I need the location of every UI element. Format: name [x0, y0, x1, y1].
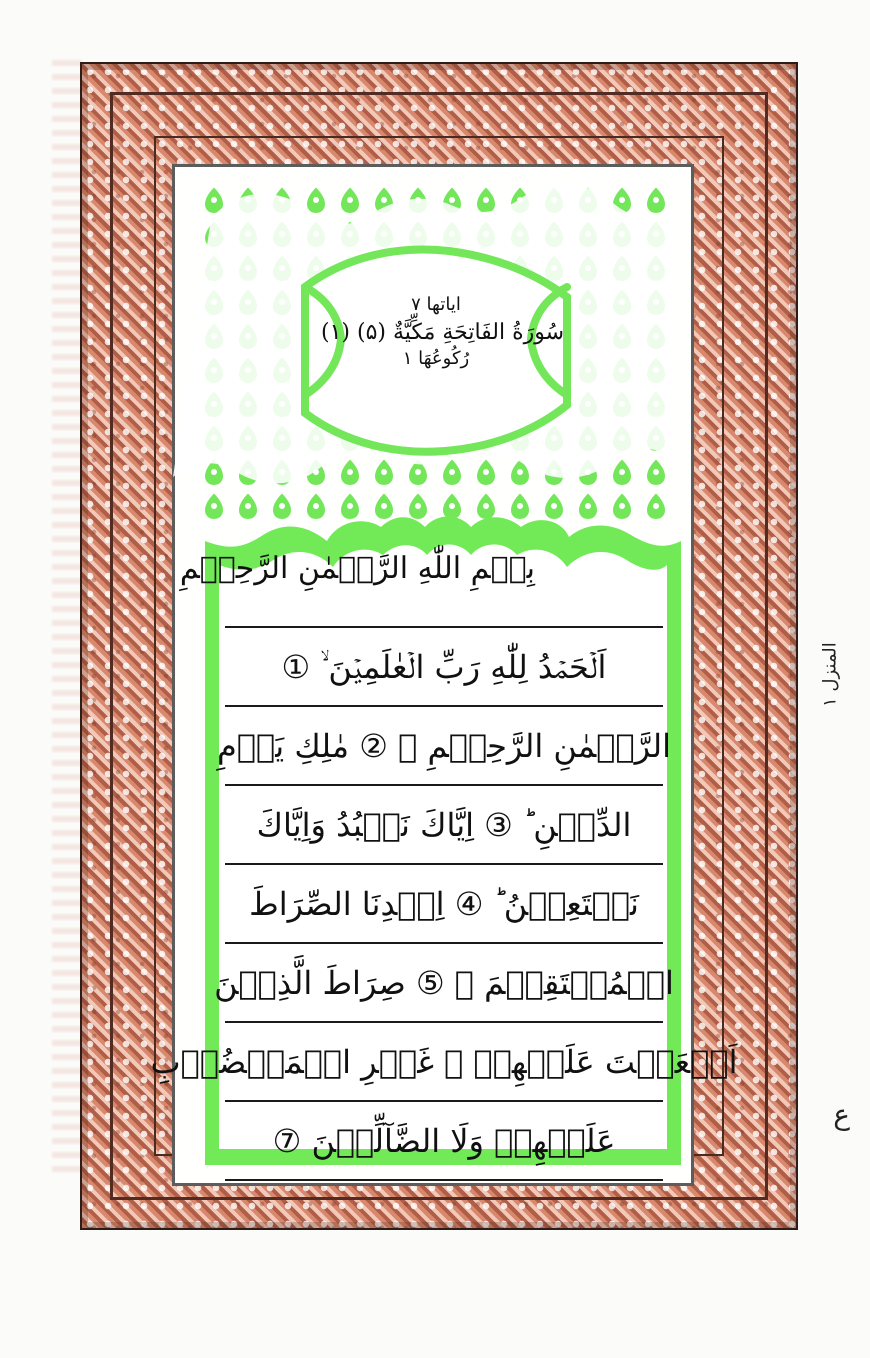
verse-frame: [150, 517, 738, 1165]
ruku-count: رُكُوعُهَا ۱: [402, 347, 470, 369]
verse-line-2: الرَّحۡمٰنِ الرَّحِيۡمِ ۙ‏ ② مٰلِكِ يَوۡمِ: [225, 705, 663, 784]
page-edge-smudge: [52, 60, 82, 1180]
verse-line-7: عَلَيۡهِمۡ وَلَا الضَّآلِّيۡنَ ⑦: [225, 1100, 663, 1181]
ruku-mark: ع: [833, 1098, 850, 1131]
surah-header-text: [321, 294, 565, 370]
verse-line-4: نَسۡتَعِيۡنُ ؕ‏ ④ اِهۡدِنَا الصِّرَاطَ: [225, 863, 663, 942]
verse-line-1: اَلۡحَمۡدُ لِلّٰهِ رَبِّ الۡعٰلَمِيۡنَ ۙ‏ ①: [225, 626, 663, 705]
verse-line-3: الدِّيۡنِ ؕ‏ ③ اِيَّاكَ نَعۡبُدُ وَاِيَّاكَ: [225, 784, 663, 863]
manzil-label: المنزل ۱: [819, 642, 841, 708]
ayat-count: اياتها ۷: [411, 294, 461, 315]
surah-title: (۱) سُورَةُ الفَاتِحَةِ مَكِّيَّةٌ (۵): [321, 319, 565, 345]
verse-lines: [150, 626, 738, 1181]
verse-line-6: اَنۡعَمۡتَ عَلَيۡهِمۡ ۙ‏ غَيۡرِ الۡمَغۡضُوۡبِ: [225, 1021, 663, 1100]
verse-line-5: الۡمُسۡتَقِيۡمَ ۙ‏ ⑤ صِرَاطَ الَّذِيۡنَ: [225, 942, 663, 1021]
basmala: بِسۡمِ اللّٰهِ الرَّحۡمٰنِ الرَّحِيۡمِ: [179, 551, 535, 586]
quran-page-panel: [150, 164, 738, 1186]
